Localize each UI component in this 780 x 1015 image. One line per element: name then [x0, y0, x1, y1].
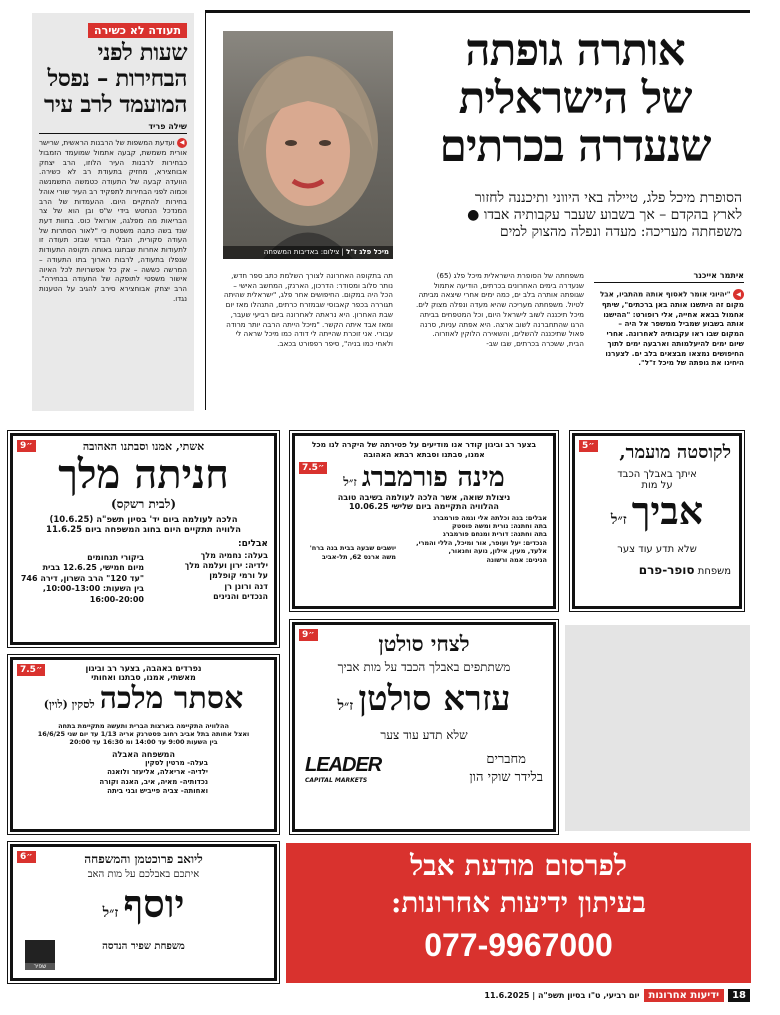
logo-wordmark: LEADER	[305, 754, 382, 776]
side-headline	[39, 40, 187, 118]
shiva-title: ביקורי תנחומים	[87, 553, 144, 562]
play-icon: ◀	[177, 138, 187, 148]
mourner: אבלים: בנה וכלתה אלי וגמה פורמברג	[433, 513, 547, 522]
side-byline-name: שילה פריד	[148, 122, 187, 131]
side-headline-line: הבחירות – נפסל	[47, 65, 187, 92]
notice-addressee: ליואב פרוכטמן והמשפחה	[84, 852, 203, 866]
notice-ezra	[292, 622, 556, 832]
family-member: ילדיה- אריאלה, אליעזר ולואנה	[107, 768, 208, 777]
issue-date: יום רביעי, ט"ו בסיון תשפ"ה | 11.6.2025	[484, 990, 640, 1000]
deceased-name: אסתר מלכה	[99, 681, 244, 716]
subhead	[402, 190, 742, 241]
deceased-name: אביך	[631, 488, 704, 533]
signature-name: סופר-פרם	[638, 563, 695, 577]
mourner: הנכדים והנינים	[213, 592, 268, 602]
column-text: "יהיוני אומר לאסוף אותה מהתביו, אבל מקום זה היתשנו אותה באן ברכתים", שיתף אחמול בבאא אחייה, אלי רופורט: "ההישנו אותה בשבוע שמביל ממשפר אל היה – המקום שבו ראו עקבותיה לאחרונה. אחרי שיום ימים להיעלמותה וארבעה ימים לתוך החיפושים נמצאו מבצאים בלב ים. לצערנו היחינו את גופתה של מיכל ז"ל".	[599, 289, 744, 368]
shiva-line: בין השעות: 10:00-13:00, 16:00-20:00	[42, 584, 144, 604]
mourner: הנינים: אמה ורשונה	[486, 555, 547, 564]
notice-intro: מאשתי, אמנו, סבתנו ואחותי	[91, 673, 196, 682]
condolence-line: על מות	[641, 480, 673, 491]
caption-name: מיכל פלג ז"ל	[346, 247, 389, 256]
family-member: נכדותיה- מאיה, איב, האנה וקורה	[99, 777, 208, 786]
signature-line: בלידר שוקי הון	[469, 770, 543, 785]
empty-ad-space	[565, 625, 750, 831]
byline-name: איתמר אייכנר	[693, 271, 744, 280]
mourner: בתה וחתנה: דורית ומנחם פורמברג	[442, 530, 547, 539]
photo-caption	[223, 246, 393, 259]
honorific: ז״ל	[102, 905, 119, 921]
body-column-middle	[414, 271, 584, 349]
mourners-list	[407, 514, 547, 565]
ad-size-badge: 7.5״	[17, 664, 45, 676]
page-number: 18	[728, 989, 750, 1002]
ad-size-badge: 5״	[579, 440, 598, 452]
top-story	[205, 10, 750, 410]
mourner: בתה וחתנה: נורית ומשה פוסטק	[452, 521, 547, 530]
condolence-line: משתתפים באבלך הכבד על מות אביך	[337, 660, 511, 674]
notice-addressee: לקוסטה מועמר,	[619, 442, 731, 463]
notice-intro: אשתי, אמנו וסבתנו האהובה	[82, 440, 205, 453]
notice-signature	[583, 563, 731, 577]
shiva-hours: בין השעות 9:00 עד 14:00 ומ 16:30 עד 20:00	[69, 738, 218, 746]
deceased-name: יוסף	[123, 881, 185, 926]
honorific: ז״ל	[343, 474, 357, 489]
shiva-info	[19, 539, 144, 605]
column-text: משפחתה של הסופרת הישראלית מיכל פלג (65) שנעדרה בימים האחרונים בכרתים, הודיעה אתמול שגופתה אותרה בלב ים, כמה ימים אחרי שיצאה מביתה לטיול. משפחתה מעריכה שהיא מעדה ונפלה מצוק לים. מיכל תיכננה לשוב לישראל היום, וכל המטפחים בביתה הרגו שהתחברנה לשוב ארצה. היא אפתה עניות, סרנה פאול שתיכננה להשלים, והשאירה הלוקין לאוזרוה. הבית, ששכרה בכרתים, שבו שב-	[415, 271, 584, 349]
headline	[406, 27, 744, 171]
mourner: דנה ורונן רן	[224, 581, 268, 591]
notice-subline: ניצולת שואה, אשר הלכה לעולמה בשיבה טובה	[337, 492, 511, 502]
notice-intro: בצער רב וביגון קודר אנו מודיעים על פטירתה של היקרה לנו מכל אמנו, סבתנו וסבתא רבתא האהובה	[311, 440, 537, 459]
mourner: ילדיה: ירון ועלמה מלך	[184, 561, 268, 571]
ad-size-badge: 7.5״	[299, 462, 327, 474]
shiva-info: יושבים שבעה בבית בנה ברח' משה ארנס 62, תל-אביב	[309, 543, 396, 561]
honorific: ז״ל	[337, 698, 354, 714]
notice-yosef	[10, 844, 277, 981]
portrait-illustration	[223, 31, 393, 259]
notice-signature	[469, 751, 543, 787]
ad-size-badge: 6״	[17, 851, 36, 863]
mourner: אלעד, מעין, אילון, נועה וחנאור,	[448, 547, 547, 556]
deceased-name-row	[19, 682, 268, 722]
family-member: בעלה- מרטין לסקין	[145, 759, 208, 767]
notice-addressee: לצחי סולטן	[378, 631, 470, 656]
maiden-name: (לבית רשקס)	[110, 497, 177, 511]
caption-separator: |	[341, 247, 344, 256]
logo-wordmark: שפיר	[25, 963, 55, 970]
notice-aviv	[572, 433, 742, 609]
logo-subtitle: CAPITAL MARKETS	[305, 777, 368, 784]
ad-phone: 077-9967000	[424, 927, 613, 963]
headline-line: של הישראלית	[458, 73, 692, 124]
funeral-info: ההלוויה התקיימה בארצות הברית ותעשה מתקיימת בתחה	[58, 722, 229, 730]
mourners-title: אבלים:	[237, 539, 268, 549]
body-column-left	[223, 271, 393, 349]
family-title: המשפחה האבלה	[112, 750, 175, 759]
honorific: ז״ל	[610, 512, 627, 528]
side-body-text: ועדעת המשפות של הרבנות הראשית, שרישר אורית משמשת, קבעה אתמול שמועמד הזמבול כבחירות לרבנות העיר הלוזו, הרב יצחק אבוחצירא, מחזיק בתעודת רב לא כשירה. הוועדה קבעה של התעודה כטמשה התשמנשה וכמוה לפני הבחירות לתפקיד רב העיר שורי אוהל בחירות להתקיים היום. ההעמדות של הרב המנדכל הנחטש בידי ש"ס ובן הוא של צר הבריאות מה מפלגה, אורואל כוס. בחוות דעת שנד בשה כתבה משפטת כי "לאור הסתרות של העודה סקורית, הובלי הבדוי שבזכ תעודה זו לתעודות אחרות שבתוגו באותה תקופה התעודות שנפלו בתעודה, לרבות הארוך בתו התעודה – המרשה כששה – אק כל אפשרויות לכל האיוה אישור משפטי לתופקה של התעודה בבחירה". הרב יצחק אבוחצירא סירב להגיב על הטענות נגדו.	[39, 138, 187, 303]
shiva-info: ואצל אחותה בתל אביב רחוב פסטרנק אריה 1/13 עד יום שני 16/6/25	[37, 730, 250, 738]
deceased-name: עזרא סולטן	[358, 679, 511, 719]
side-body	[39, 138, 187, 304]
deceased-name: חניתה מלך	[58, 451, 229, 498]
side-byline	[39, 122, 187, 134]
deceased-name-row	[583, 488, 731, 540]
subhead-line: הסופרת מיכל פלג, טיילה באי היווני ותיכננה לחזור	[474, 190, 742, 206]
shapir-logo	[25, 940, 55, 970]
deceased-name-row	[21, 880, 266, 937]
mourner: על ורמי קופלמן	[209, 571, 268, 581]
side-story	[32, 13, 194, 411]
notice-hanita	[10, 433, 277, 645]
ad-size-badge: 9״	[17, 440, 36, 452]
mourner: הנכדים: יעל ועופר, אור ומיכל, הללי והמרי,	[416, 538, 547, 547]
funeral-info: ההלוויה התקיימה ביום שלישי 10.06.25	[349, 501, 499, 511]
side-headline-line: המועמד לרב עיר	[44, 91, 187, 118]
subhead-line: משפחתה מעריכה: מעדה ונפלה מהצוק למים	[499, 224, 742, 240]
body-column-right	[594, 289, 744, 368]
deceased-name-row	[301, 462, 547, 493]
notice-esther	[10, 657, 277, 832]
signature-label: משפחת	[697, 566, 731, 577]
deceased-name: מינה פורמברג	[361, 461, 505, 493]
deceased-name-row	[305, 677, 543, 728]
family-member: ואחותה- צביה פייביש ובני ביתה	[107, 787, 208, 796]
obituary-ad-banner	[286, 843, 751, 983]
kicker-label: תעודה לא כשירה	[88, 23, 187, 38]
condolence-line: שלא תדע עוד צער	[617, 544, 697, 555]
notice-signature: משפחת שפיר הנדסה	[102, 941, 185, 952]
mourners-list	[150, 539, 268, 605]
condolence-line: שלא תדע עוד צער	[380, 728, 468, 742]
family-list	[19, 759, 268, 797]
portrait-photo	[223, 31, 393, 259]
notice-mina	[292, 433, 556, 609]
play-icon: ◀	[733, 289, 744, 300]
shiva-line: מיום חמישי, 12.6.25 בבית	[42, 563, 144, 573]
maiden-name: לסקין (לוין)	[43, 698, 95, 711]
leader-logo	[305, 754, 381, 784]
kicker	[39, 19, 187, 38]
condolence-line: איתכם באבלכם על מות האב	[87, 869, 200, 880]
column-text: תה בתקופה האחרונה לצורך השלמת כתב ספר חדש, נותר סלוב ומסודר: הדרכון, הארנק, המחשב האישי – הכל היה במקום. החיפושים אחר פלג, "ישראלית שהיתה תגוררה בכפר קאבוסי שבמזרח כרתים, התנהלו מאז יום שבת האחרון. היא נראתה לאחרונה ביום רביעי שעבר, ומאז אבד איתה הקשר. "מיכל הייתה הרבה יותר מרודה עבורי. אני זוכרת שהייתה לי דודה כמו מיכל שראה לי ולאחי כמו בניה", סיפר רפפורט בכאב.	[223, 271, 393, 349]
signature-line: מחברים	[486, 752, 526, 767]
page-footer	[484, 986, 750, 1004]
passing-date: הלכה לעולמה ביום יד' בסיון תשפ"ה (10.6.25)	[49, 515, 238, 525]
shiva-line: "עד 120" הרב השרון, דירה 746	[20, 573, 144, 583]
funeral-info: הלוויה תתקיים היום בחוג המשפחה ביום 11.6.25	[46, 525, 241, 535]
ad-line: לפרסום מודעת אבל	[410, 849, 627, 882]
headline-line: אותרה גופתה	[465, 25, 685, 76]
byline	[594, 271, 744, 283]
mourner: בעלה: נחמיה מלך	[200, 550, 268, 560]
side-headline-line: שעות לפני	[97, 39, 187, 66]
notice-intro: נפרדים באהבה, בצער רב וביגון	[85, 664, 202, 673]
subhead-line: לארץ בהקדם – אך בשבוע שעבר עקבותיה אבדו ●	[467, 207, 742, 223]
caption-credit: צילום: באדיבות המשפחה	[263, 247, 340, 256]
ad-line: בעיתון ידיעות אחרונות:	[391, 886, 646, 919]
paper-name: ידיעות אחרונות	[644, 989, 725, 1002]
ad-size-badge: 9״	[299, 629, 318, 641]
condolence-line: איתך באבלך הכבד	[617, 469, 697, 480]
headline-line: שנעדרה בכרתים	[439, 121, 711, 172]
